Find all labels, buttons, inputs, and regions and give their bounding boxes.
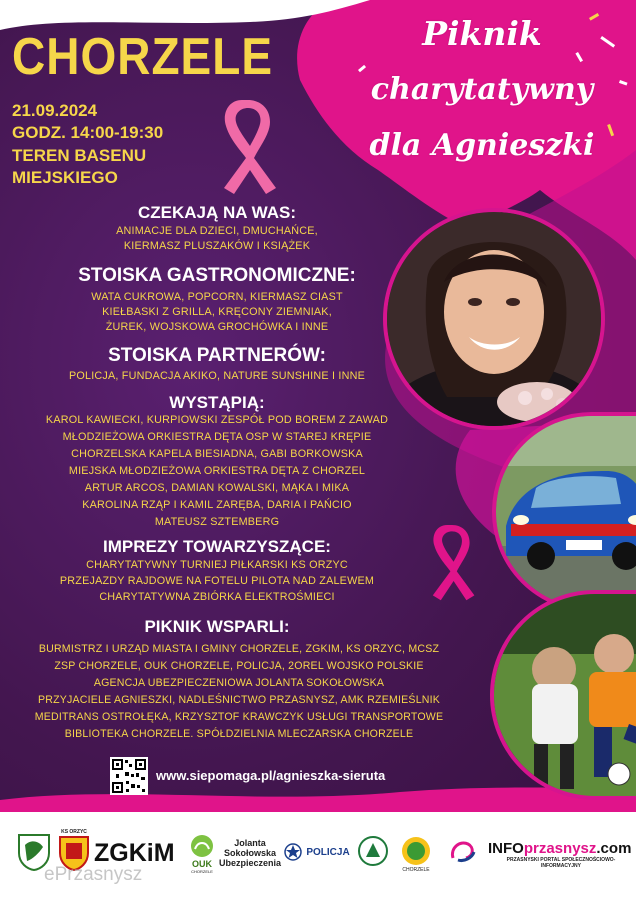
qr-code-icon[interactable] bbox=[110, 757, 148, 795]
support-line: ZSP CHORZELE, OUK CHORZELE, POLICJA, 2OREL WOJSKO POLSKIE bbox=[54, 660, 424, 672]
gastro-line: WATA CUKROWA, POPCORN, KIERMASZ CIAST bbox=[91, 291, 343, 303]
gastro-line: KIEŁBASKI Z GRILLA, KRĘCONY ZIEMNIAK, bbox=[102, 306, 332, 318]
police-star-icon bbox=[284, 843, 302, 861]
performers-line: CHORZELSKA KAPELA BIESIADNA, GABI BORKOWSKA bbox=[71, 448, 363, 460]
events-line: PRZEJAZDY RAJDOWE NA FOTELU PILOTA NAD ZALEWEM bbox=[59, 575, 375, 587]
waiting-heading: CZEKAJĄ NA WAS: bbox=[137, 203, 297, 222]
waiting-line: KIERMASZ PLUSZAKÓW I KSIĄŻEK bbox=[123, 240, 311, 252]
jolanta-sokolowska-logo: Jolanta Sokołowska Ubezpieczenia bbox=[218, 838, 282, 868]
ks-orzyc-logo: KS ORZYC bbox=[56, 828, 92, 872]
chorzele-sun-logo: CHORZELE bbox=[398, 830, 434, 878]
title-line-1: Piknik bbox=[422, 14, 542, 53]
support-heading: PIKNIK WSPARLI: bbox=[144, 617, 290, 636]
performers-line: MŁODZIEŻOWA ORKIESTRA DĘTA OSP W STAREJ KRĘPIE bbox=[62, 431, 372, 443]
support-line: AGENCJA UBEZPIECZENIOWA JOLANTA SOKOŁOWSKA bbox=[93, 677, 385, 689]
partners-line: POLICJA, FUNDACJA AKIKO, NATURE SUNSHINE I INNE bbox=[69, 370, 365, 382]
events-heading: IMPREZY TOWARZYSZĄCE: bbox=[103, 537, 331, 556]
venue-line-1: TEREN BASENU bbox=[12, 146, 147, 165]
performers-line: KAROLINA RZĄP I KAMIL ZARĘBA, DARIA I PAŃCIO bbox=[82, 499, 352, 511]
zgkim-logo: ZGKiM bbox=[94, 838, 175, 867]
infoprzasnysz-logo: INFOprzasnysz.com PRZASNYSKI PORTAL SPOŁECZNOŚCIOWO-INFORMACYJNY bbox=[488, 839, 632, 869]
city-name: CHORZELE bbox=[12, 27, 273, 86]
title-line-2: charytatywny bbox=[370, 72, 594, 107]
lasy-panstwowe-logo bbox=[356, 834, 390, 868]
title-line-3: dla Agnieszki bbox=[369, 128, 595, 163]
performers-line: KAROL KAWIECKI, KURPIOWSKI ZESPÓŁ POD BOREM Z ZAWAD bbox=[45, 414, 389, 426]
support-line: BURMISTRZ I URZĄD MIASTA I GMINY CHORZELE, ZGKIM, KS ORZYC, MCSZ bbox=[38, 643, 440, 655]
support-line: MEDITRANS OSTROŁĘKA, KRZYSZTOF KRAWCZYK USŁUGI TRANSPORTOWE bbox=[34, 711, 444, 723]
event-date: 21.09.2024 bbox=[12, 101, 98, 120]
events-line: CHARYTATYWNY TURNIEJ PIŁKARSKI KS ORZYC bbox=[86, 559, 348, 571]
performers-line: MATEUSZ SZTEMBERG bbox=[154, 516, 280, 528]
portrait-photo bbox=[383, 208, 605, 430]
gastro-heading: STOISKA GASTRONOMICZNE: bbox=[78, 265, 356, 286]
ouk-logo: OUK CHORZELE bbox=[186, 828, 218, 878]
venue-line-2: MIEJSKIEGO bbox=[12, 168, 118, 187]
donation-link[interactable]: www.siepomaga.pl/agnieszka-sieruta bbox=[156, 768, 386, 783]
waiting-line: ANIMACJE DLA DZIECI, DMUCHAŃCE, bbox=[116, 225, 318, 237]
events-line: CHARYTATYWNA ZBIÓRKA ELEKTROŚMIECI bbox=[99, 591, 335, 603]
partners-heading: STOISKA PARTNERÓW: bbox=[108, 345, 326, 366]
policja-logo: POLICJA bbox=[282, 840, 352, 864]
performers-line: MIEJSKA MŁODZIEŻOWA ORKIESTRA DĘTA Z CHORZEL bbox=[68, 465, 366, 477]
support-line: BIBLIOTEKA CHORZELE. SPÓŁDZIELNIA MLECZARSKA CHORZELE bbox=[64, 728, 414, 740]
partner-swirl-logo bbox=[446, 836, 480, 868]
gastro-line: ŻUREK, WOJSKOWA GROCHÓWKA I INNE bbox=[105, 321, 329, 333]
event-time: GODZ. 14:00-19:30 bbox=[12, 123, 164, 142]
performers-heading: WYSTĄPIĄ: bbox=[169, 393, 265, 412]
sponsor-footer bbox=[0, 812, 636, 900]
performers-line: ARTUR ARCOS, DAMIAN KOWALSKI, MĄKA I MIKA bbox=[84, 482, 350, 494]
support-line: PRZYJACIELE AGNIESZKI, NADLEŚNICTWO PRZASNYSZ, AMK RZEMIEŚLNIK bbox=[37, 694, 441, 706]
watermark: ePrzasnysz bbox=[44, 864, 143, 885]
